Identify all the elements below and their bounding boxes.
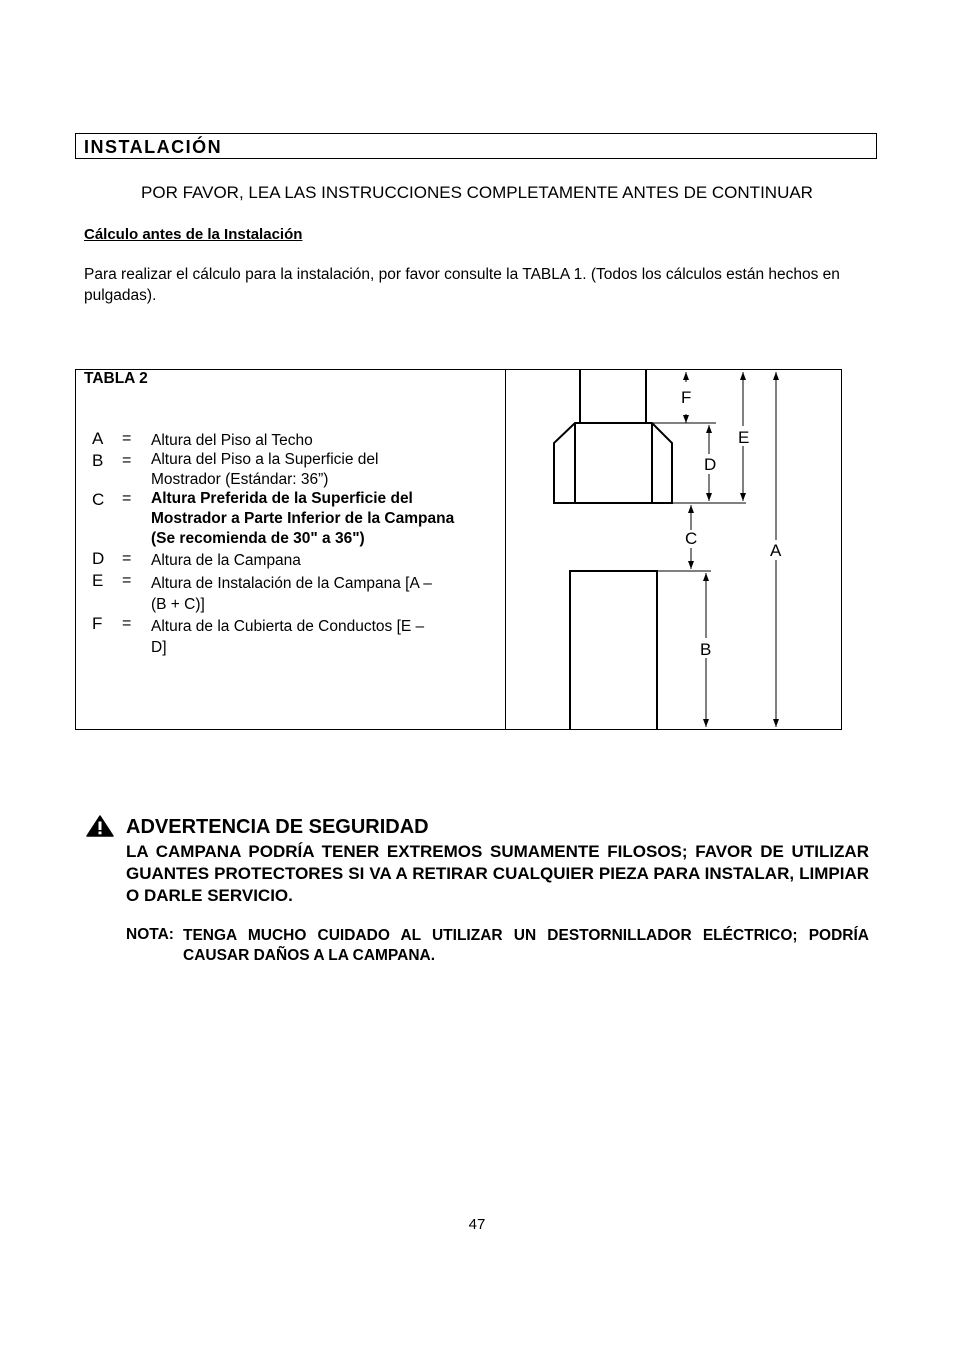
note-label: NOTA: [126, 926, 174, 943]
legend-description: Altura Preferida de la Superficie del Mostrador a Parte Inferior de la Campana (Se recomienda de 30" a 36") [151, 490, 455, 547]
hood-outline [554, 423, 672, 503]
legend-description: Altura de Instalación de la Campana [A – (B + C)] [151, 575, 432, 613]
section-title: INSTALACIÓN [75, 133, 877, 159]
legend-description: Altura del Piso a la Superficie del Mostrador (Estándar: 36”) [151, 451, 379, 488]
page-number: 47 [468, 1216, 486, 1233]
instruction-text: POR FAVOR, LEA LAS INSTRUCCIONES COMPLETAMENTE ANTES DE CONTINUAR [141, 183, 813, 202]
label-f: F [681, 388, 692, 407]
legend-key: D [92, 549, 105, 568]
label-b: B [700, 640, 712, 659]
legend-equals: = [122, 550, 132, 567]
legend-key: E [92, 571, 104, 590]
legend-equals: = [122, 430, 132, 447]
subheading: Cálculo antes de la Instalación [84, 226, 303, 243]
label-c: C [685, 529, 698, 548]
table-title: TABLA 2 [84, 370, 148, 387]
legend-key: A [92, 429, 104, 448]
legend-description: Altura de la Cubierta de Conductos [E – D] [151, 618, 425, 656]
warning-title: ADVERTENCIA DE SEGURIDAD [126, 816, 429, 838]
warning-text: LA CAMPANA PODRÍA TENER EXTREMOS SUMAMENTE FILOSOS; FAVOR DE UTILIZAR GUANTES PROTECTORES SI VA A RETIRAR CUALQUIER PIEZA PARA INSTALAR, LIMPIAR O DARLE SERVICIO. [126, 842, 869, 905]
label-d: D [704, 455, 717, 474]
label-a: A [770, 541, 782, 560]
warning-triangle-icon [86, 815, 114, 837]
hood-installation-diagram [506, 370, 841, 729]
legend-equals: = [122, 615, 132, 632]
legend-equals: = [122, 572, 132, 589]
label-e: E [738, 428, 750, 447]
legend-description: Altura de la Campana [151, 552, 301, 569]
legend-key: C [92, 490, 105, 509]
legend-description: Altura del Piso al Techo [151, 432, 313, 449]
legend-equals: = [122, 452, 132, 469]
note-text: TENGA MUCHO CUIDADO AL UTILIZAR UN DESTORNILLADOR ELÉCTRICO; PODRÍA CAUSAR DAÑOS A LA CAMPANA. [183, 927, 869, 964]
legend-key: B [92, 451, 104, 470]
legend-equals: = [122, 490, 132, 507]
cabinet-outline [570, 571, 657, 729]
legend-key: F [92, 614, 103, 633]
intro-paragraph: Para realizar el cálculo para la instalación, por favor consulte la TABLA 1. (Todos los cálculos están hechos en pulgadas). [84, 266, 840, 304]
